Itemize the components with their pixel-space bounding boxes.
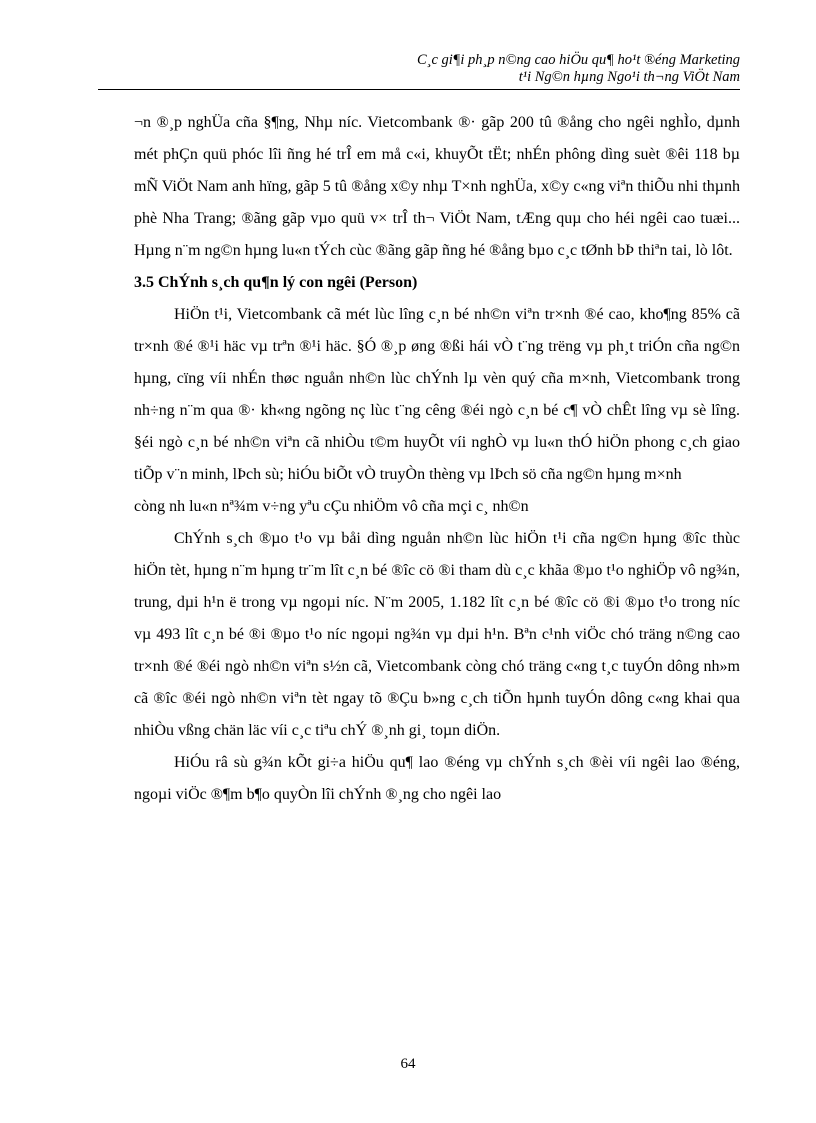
paragraph: còng nh lu«n nª¾m v÷ng yªu cÇu nhiÖm vô cña mçi c¸ nh©n	[134, 498, 529, 515]
document-body	[134, 107, 740, 811]
header-rule	[98, 89, 740, 90]
running-header	[140, 52, 740, 86]
paragraph: HiÓu râ sù g¾n kÕt gi÷a hiÖu qu¶ lao ®éng vµ chÝnh s¸ch ®èi víi ngêi lao ®éng, ngoµi viÖc ®¶m b¶o quyÒn lîi chÝnh ®¸ng cho ngêi lao	[134, 754, 740, 803]
header-line-2: t¹i Ng©n hµng Ngo¹i th¬ng ViÖt Nam	[518, 69, 740, 85]
section-heading: 3.5 ChÝnh s¸ch qu¶n lý con ngêi (Person)	[134, 274, 418, 291]
paragraph: ¬n ®¸p nghÜa cña §¶ng, Nhµ níc. Vietcombank ®· gãp 200 tû ®ång cho ngêi nghÌo, dµnh mét phÇn quü phóc lîi ñng hé trÎ em må c«i, khuyÕt tËt; nhÉn phông dìng suèt ®êi 118 bµ mÑ ViÖt Nam anh hïng, gãp 5 tû ®ång x©y nhµ T×nh nghÜa, x©y c«ng viªn thiÕu nhi thµnh phè Nha Trang; ®ãng gãp vµo quü v× trÎ th¬ ViÖt Nam, tÆng quµ cho héi ngêi cao tuæi... Hµng n¨m ng©n hµng lu«n tÝch cùc ®ãng gãp ñng hé ®ång bµo c¸c tØnh bÞ thiªn tai, lò lôt.	[134, 114, 740, 259]
page-number: 64	[400, 1056, 416, 1072]
paragraph: ChÝnh s¸ch ®µo t¹o vµ båi dìng nguån nh©n lùc hiÖn t¹i cña ng©n hµng ®îc thùc hiÖn tèt, hµng n¨m hµng tr¨m lît c¸n bé ®îc cö ®i tham dù c¸c khãa ®µo t¹o nghiÖp vô ng¾n, trung, dµi h¹n ë trong vµ ngoµi níc. N¨m 2005, 1.182 lît c¸n bé ®îc cö ®i ®µo t¹o trong níc vµ 493 lît c¸n bé ®i ®µo t¹o níc ngoµi ng¾n vµ dµi h¹n. Bªn c¹nh viÖc chó träng n©ng cao tr×nh ®é ®éi ngò nh©n viªn s½n cã, Vietcombank còng chó träng c«ng t¸c tuyÓn dông nh»m cã ®îc ®éi ngò nh©n viªn tèt ngay tõ ®Çu b»ng c¸ch tiÕn hµnh tuyÓn dông c«ng khai qua nhiÒu vßng chän läc víi c¸c tiªu chÝ ®¸nh gi¸ toµn diÖn.	[134, 530, 740, 739]
paragraph: HiÖn t¹i, Vietcombank cã mét lùc lîng c¸n bé nh©n viªn tr×nh ®é cao, kho¶ng 85% cã tr×nh ®é ®¹i häc vµ trªn ®¹i häc. §Ó ®¸p øng ®ßi hái vÒ t¨ng trëng vµ ph¸t triÓn cña ng©n hµng, cïng víi nhÉn thøc nguån nh©n lùc chÝnh lµ vèn quý cña m×nh, Vietcombank trong nh÷ng n¨m qua ®· kh«ng ngõng nç lùc t¨ng cêng ®éi ngò c¸n bé c¶ vÒ chÊt lîng vµ sè lîng. §éi ngò c¸n bé nh©n viªn cã nhiÒu t©m huyÕt víi nghÒ vµ lu«n thÓ hiÖn phong c¸ch giao tiÕp v¨n minh, lÞch sù; hiÓu biÕt vÒ truyÒn thèng vµ lÞch sö cña ng©n hµng m×nh	[134, 306, 740, 483]
header-line-1: C¸c gi¶i ph¸p n©ng cao hiÖu qu¶ ho¹t ®éng Marketing	[416, 52, 740, 68]
